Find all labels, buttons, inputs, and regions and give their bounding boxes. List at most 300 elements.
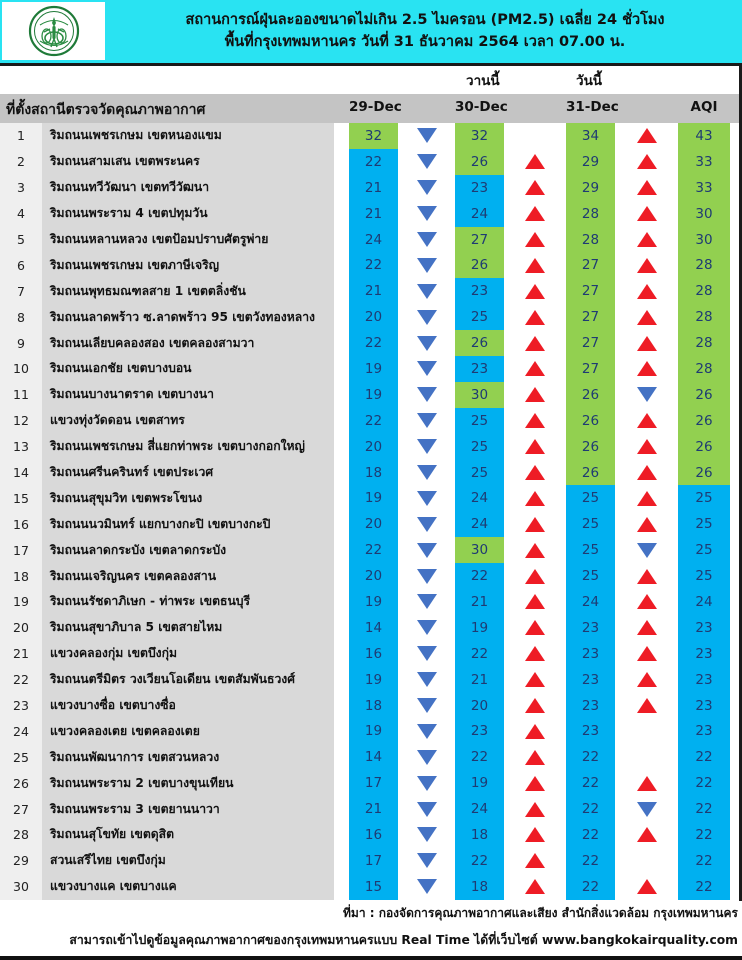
table-row xyxy=(0,511,742,537)
value-aqi: 28 xyxy=(678,330,730,356)
trend-arrow-29-to-30 xyxy=(398,123,455,149)
trend-arrow-30-to-31 xyxy=(504,201,566,227)
trend-arrow-29-to-30 xyxy=(398,796,455,822)
value-30dec: 21 xyxy=(455,667,504,693)
value-30dec: 24 xyxy=(455,485,504,511)
trend-arrow-30-to-31 xyxy=(504,563,566,589)
row-number: 11 xyxy=(0,382,42,408)
station-name: ริมถนนศรีนครินทร์ เขตประเวศ xyxy=(42,460,334,486)
column-header-station: ที่ตั้งสถานีตรวจวัดคุณภาพอากาศ xyxy=(6,102,206,118)
trend-arrow-29-to-30 xyxy=(398,848,455,874)
trend-up-arrow-icon xyxy=(637,154,657,169)
trend-arrow-30-to-31 xyxy=(504,537,566,563)
value-aqi: 22 xyxy=(678,848,730,874)
value-aqi: 28 xyxy=(678,356,730,382)
trend-down-arrow-icon xyxy=(417,232,437,247)
trend-down-arrow-icon xyxy=(417,776,437,791)
value-30dec: 26 xyxy=(455,252,504,278)
value-aqi: 22 xyxy=(678,770,730,796)
column-gutter xyxy=(334,123,349,149)
trend-up-arrow-icon xyxy=(637,517,657,532)
value-30dec: 26 xyxy=(455,149,504,175)
trend-up-arrow-icon xyxy=(525,413,545,428)
row-number: 5 xyxy=(0,227,42,253)
row-number: 20 xyxy=(0,615,42,641)
column-gutter xyxy=(334,874,349,900)
value-aqi: 22 xyxy=(678,744,730,770)
value-aqi: 28 xyxy=(678,304,730,330)
table-row xyxy=(0,149,742,175)
value-29dec: 21 xyxy=(349,796,398,822)
row-number: 4 xyxy=(0,201,42,227)
value-31dec: 22 xyxy=(566,874,615,900)
column-gutter xyxy=(334,718,349,744)
trend-down-arrow-icon xyxy=(417,310,437,325)
station-name: แขวงคลองกุ่ม เขตบึงกุ่ม xyxy=(42,641,334,667)
trend-arrow-30-to-31 xyxy=(504,693,566,719)
trend-up-arrow-icon xyxy=(525,879,545,894)
footer-website-note: สามารถเข้าไปดูข้อมูลคุณภาพอากาศของกรุงเทพมหานครแบบ Real Time ได้ที่เว็บไซต์ www.bangkokairquality.com xyxy=(69,933,738,947)
row-number: 28 xyxy=(0,822,42,848)
value-31dec: 22 xyxy=(566,796,615,822)
station-name: ริมถนนเอกชัย เขตบางบอน xyxy=(42,356,334,382)
trend-down-arrow-icon xyxy=(417,387,437,402)
trend-arrow-30-to-31 xyxy=(504,667,566,693)
trend-arrow-30-to-31 xyxy=(504,227,566,253)
row-number: 27 xyxy=(0,796,42,822)
trend-up-arrow-icon xyxy=(525,439,545,454)
trend-arrow-aqi xyxy=(615,693,678,719)
row-number: 8 xyxy=(0,304,42,330)
station-name: ริมถนนหลานหลวง เขตป้อมปราบศัตรูพ่าย xyxy=(42,227,334,253)
trend-down-arrow-icon xyxy=(637,387,657,402)
value-30dec: 32 xyxy=(455,123,504,149)
trend-arrow-29-to-30 xyxy=(398,356,455,382)
value-30dec: 30 xyxy=(455,537,504,563)
trend-arrow-aqi xyxy=(615,667,678,693)
value-29dec: 16 xyxy=(349,641,398,667)
value-29dec: 20 xyxy=(349,434,398,460)
trend-arrow-aqi xyxy=(615,796,678,822)
subheader-today-label: วันนี้ xyxy=(576,73,603,89)
trend-arrow-aqi xyxy=(615,408,678,434)
trend-down-arrow-icon xyxy=(417,827,437,842)
trend-arrow-30-to-31 xyxy=(504,304,566,330)
value-31dec: 22 xyxy=(566,848,615,874)
station-name: ริมถนนเพชรเกษม เขตหนองแขม xyxy=(42,123,334,149)
trend-arrow-30-to-31 xyxy=(504,356,566,382)
table-row xyxy=(0,330,742,356)
trend-arrow-29-to-30 xyxy=(398,408,455,434)
column-gutter xyxy=(334,485,349,511)
trend-arrow-29-to-30 xyxy=(398,382,455,408)
table-row xyxy=(0,460,742,486)
value-30dec: 30 xyxy=(455,382,504,408)
trend-up-arrow-icon xyxy=(525,258,545,273)
value-30dec: 23 xyxy=(455,175,504,201)
value-31dec: 23 xyxy=(566,641,615,667)
column-gutter xyxy=(334,511,349,537)
header-banner xyxy=(0,0,742,63)
table-row xyxy=(0,718,742,744)
value-31dec: 27 xyxy=(566,252,615,278)
column-gutter xyxy=(334,434,349,460)
value-31dec: 23 xyxy=(566,718,615,744)
value-30dec: 27 xyxy=(455,227,504,253)
trend-down-arrow-icon xyxy=(417,517,437,532)
trend-arrow-30-to-31 xyxy=(504,744,566,770)
value-31dec: 22 xyxy=(566,770,615,796)
column-gutter xyxy=(334,667,349,693)
value-29dec: 14 xyxy=(349,615,398,641)
value-aqi: 26 xyxy=(678,460,730,486)
trend-arrow-29-to-30 xyxy=(398,201,455,227)
trend-down-arrow-icon xyxy=(417,672,437,687)
station-name: ริมถนนลาดกระบัง เขตลาดกระบัง xyxy=(42,537,334,563)
trend-up-arrow-icon xyxy=(525,387,545,402)
value-31dec: 23 xyxy=(566,615,615,641)
value-aqi: 30 xyxy=(678,201,730,227)
value-29dec: 22 xyxy=(349,537,398,563)
column-gutter xyxy=(334,149,349,175)
row-number: 17 xyxy=(0,537,42,563)
trend-arrow-29-to-30 xyxy=(398,641,455,667)
trend-up-arrow-icon xyxy=(637,879,657,894)
trend-arrow-29-to-30 xyxy=(398,822,455,848)
value-aqi: 22 xyxy=(678,796,730,822)
trend-arrow-aqi xyxy=(615,718,678,744)
trend-arrow-29-to-30 xyxy=(398,278,455,304)
trend-down-arrow-icon xyxy=(417,439,437,454)
station-name: ริมถนนเพชรเกษม สี่แยกท่าพระ เขตบางกอกใหญ่ xyxy=(42,434,334,460)
station-name: ริมถนนพระราม 3 เขตยานนาวา xyxy=(42,796,334,822)
station-name: ริมถนนสามเสน เขตพระนคร xyxy=(42,149,334,175)
trend-up-arrow-icon xyxy=(525,750,545,765)
value-31dec: 25 xyxy=(566,563,615,589)
trend-up-arrow-icon xyxy=(637,336,657,351)
value-29dec: 14 xyxy=(349,744,398,770)
row-number: 22 xyxy=(0,667,42,693)
value-aqi: 23 xyxy=(678,718,730,744)
row-number: 12 xyxy=(0,408,42,434)
value-aqi: 43 xyxy=(678,123,730,149)
column-gutter xyxy=(334,744,349,770)
trend-arrow-30-to-31 xyxy=(504,382,566,408)
trend-up-arrow-icon xyxy=(525,543,545,558)
station-name: ริมถนนสุโขทัย เขตดุสิต xyxy=(42,822,334,848)
trend-down-arrow-icon xyxy=(417,646,437,661)
table-row xyxy=(0,175,742,201)
trend-down-arrow-icon xyxy=(417,336,437,351)
trend-up-arrow-icon xyxy=(525,206,545,221)
value-29dec: 18 xyxy=(349,460,398,486)
trend-down-arrow-icon xyxy=(417,180,437,195)
trend-up-arrow-icon xyxy=(525,620,545,635)
value-aqi: 23 xyxy=(678,693,730,719)
trend-up-arrow-icon xyxy=(637,698,657,713)
trend-arrow-aqi xyxy=(615,330,678,356)
value-31dec: 23 xyxy=(566,693,615,719)
trend-arrow-29-to-30 xyxy=(398,304,455,330)
station-name: ริมถนนพุทธมณฑลสาย 1 เขตตลิ่งชัน xyxy=(42,278,334,304)
trend-arrow-30-to-31 xyxy=(504,874,566,900)
table-row xyxy=(0,537,742,563)
value-aqi: 25 xyxy=(678,563,730,589)
station-name: ริมถนนเลียบคลองสอง เขตคลองสามวา xyxy=(42,330,334,356)
trend-arrow-30-to-31 xyxy=(504,149,566,175)
station-name: ริมถนนตรีมิตร วงเวียนโอเดียน เขตสัมพันธวงศ์ xyxy=(42,667,334,693)
value-30dec: 25 xyxy=(455,460,504,486)
value-29dec: 24 xyxy=(349,227,398,253)
station-table-body xyxy=(0,123,742,901)
column-gutter xyxy=(334,796,349,822)
trend-arrow-30-to-31 xyxy=(504,796,566,822)
trend-arrow-29-to-30 xyxy=(398,744,455,770)
trend-up-arrow-icon xyxy=(637,672,657,687)
trend-down-arrow-icon xyxy=(417,361,437,376)
trend-up-arrow-icon xyxy=(525,180,545,195)
trend-arrow-aqi xyxy=(615,123,678,149)
trend-arrow-30-to-31 xyxy=(504,615,566,641)
trend-up-arrow-icon xyxy=(637,594,657,609)
value-aqi: 22 xyxy=(678,822,730,848)
station-name: แขวงบางซื่อ เขตบางซื่อ xyxy=(42,693,334,719)
column-gutter xyxy=(334,252,349,278)
table-row xyxy=(0,641,742,667)
trend-down-arrow-icon xyxy=(417,413,437,428)
value-30dec: 22 xyxy=(455,848,504,874)
trend-arrow-29-to-30 xyxy=(398,667,455,693)
column-gutter xyxy=(334,304,349,330)
trend-arrow-29-to-30 xyxy=(398,227,455,253)
column-header-row xyxy=(0,94,742,123)
value-30dec: 18 xyxy=(455,874,504,900)
trend-up-arrow-icon xyxy=(525,361,545,376)
value-31dec: 27 xyxy=(566,356,615,382)
column-header-date3: 31-Dec xyxy=(566,99,619,115)
value-31dec: 22 xyxy=(566,744,615,770)
trend-arrow-30-to-31 xyxy=(504,511,566,537)
table-row xyxy=(0,201,742,227)
bangkok-seal-icon xyxy=(26,5,82,57)
footer-divider xyxy=(0,956,742,960)
trend-arrow-29-to-30 xyxy=(398,485,455,511)
trend-arrow-30-to-31 xyxy=(504,848,566,874)
row-number: 21 xyxy=(0,641,42,667)
trend-arrow-29-to-30 xyxy=(398,718,455,744)
station-name: ริมถนนนวมินทร์ แยกบางกะปิ เขตบางกะปิ xyxy=(42,511,334,537)
trend-down-arrow-icon xyxy=(417,154,437,169)
table-row xyxy=(0,667,742,693)
trend-arrow-29-to-30 xyxy=(398,175,455,201)
trend-up-arrow-icon xyxy=(525,646,545,661)
value-aqi: 26 xyxy=(678,382,730,408)
column-gutter xyxy=(334,201,349,227)
trend-arrow-30-to-31 xyxy=(504,330,566,356)
station-name: ริมถนนพระราม 4 เขตปทุมวัน xyxy=(42,201,334,227)
trend-down-arrow-icon xyxy=(417,569,437,584)
trend-arrow-29-to-30 xyxy=(398,460,455,486)
column-gutter xyxy=(334,615,349,641)
banner-title-line2: พื้นที่กรุงเทพมหานคร วันที่ 31 ธันวาคม 2564 เวลา 07.00 น. xyxy=(224,34,626,50)
value-29dec: 17 xyxy=(349,770,398,796)
trend-arrow-29-to-30 xyxy=(398,149,455,175)
row-number: 24 xyxy=(0,718,42,744)
trend-down-arrow-icon xyxy=(417,284,437,299)
value-31dec: 27 xyxy=(566,304,615,330)
value-29dec: 18 xyxy=(349,693,398,719)
column-gutter xyxy=(334,693,349,719)
trend-arrow-29-to-30 xyxy=(398,693,455,719)
trend-down-arrow-icon xyxy=(417,543,437,558)
value-30dec: 23 xyxy=(455,718,504,744)
station-name: ริมถนนพระราม 2 เขตบางขุนเทียน xyxy=(42,770,334,796)
value-31dec: 25 xyxy=(566,511,615,537)
table-row xyxy=(0,848,742,874)
station-name: ริมถนนรัชดาภิเษก - ท่าพระ เขตธนบุรี xyxy=(42,589,334,615)
row-number: 18 xyxy=(0,563,42,589)
trend-arrow-aqi xyxy=(615,356,678,382)
trend-arrow-aqi xyxy=(615,770,678,796)
trend-up-arrow-icon xyxy=(525,853,545,868)
row-number: 25 xyxy=(0,744,42,770)
trend-arrow-30-to-31 xyxy=(504,175,566,201)
value-30dec: 25 xyxy=(455,304,504,330)
value-29dec: 21 xyxy=(349,175,398,201)
trend-down-arrow-icon xyxy=(417,206,437,221)
value-aqi: 26 xyxy=(678,434,730,460)
value-30dec: 23 xyxy=(455,278,504,304)
value-30dec: 23 xyxy=(455,356,504,382)
value-31dec: 29 xyxy=(566,149,615,175)
value-aqi: 23 xyxy=(678,615,730,641)
trend-down-arrow-icon xyxy=(637,802,657,817)
value-29dec: 22 xyxy=(349,408,398,434)
value-31dec: 28 xyxy=(566,227,615,253)
trend-arrow-aqi xyxy=(615,252,678,278)
trend-up-arrow-icon xyxy=(637,827,657,842)
trend-up-arrow-icon xyxy=(525,776,545,791)
trend-arrow-29-to-30 xyxy=(398,874,455,900)
trend-up-arrow-icon xyxy=(637,128,657,143)
value-29dec: 17 xyxy=(349,848,398,874)
trend-arrow-29-to-30 xyxy=(398,330,455,356)
column-header-date2: 30-Dec xyxy=(455,99,508,115)
value-31dec: 26 xyxy=(566,434,615,460)
value-aqi: 30 xyxy=(678,227,730,253)
table-row xyxy=(0,382,742,408)
trend-down-arrow-icon xyxy=(417,128,437,143)
subheader-yesterday-label: วานนี้ xyxy=(466,73,500,89)
table-row xyxy=(0,123,742,149)
station-name: ริมถนนเพชรเกษม เขตภาษีเจริญ xyxy=(42,252,334,278)
station-name: ริมถนนทวีวัฒนา เขตทวีวัฒนา xyxy=(42,175,334,201)
trend-up-arrow-icon xyxy=(525,698,545,713)
trend-up-arrow-icon xyxy=(525,802,545,817)
trend-arrow-aqi xyxy=(615,227,678,253)
station-name: ริมถนนพัฒนาการ เขตสวนหลวง xyxy=(42,744,334,770)
table-row xyxy=(0,693,742,719)
table-row xyxy=(0,227,742,253)
trend-arrow-aqi xyxy=(615,511,678,537)
value-31dec: 27 xyxy=(566,278,615,304)
value-aqi: 23 xyxy=(678,641,730,667)
table-row xyxy=(0,278,742,304)
trend-up-arrow-icon xyxy=(525,336,545,351)
value-31dec: 23 xyxy=(566,667,615,693)
trend-arrow-29-to-30 xyxy=(398,252,455,278)
trend-arrow-30-to-31 xyxy=(504,641,566,667)
trend-arrow-30-to-31 xyxy=(504,589,566,615)
trend-arrow-aqi xyxy=(615,589,678,615)
trend-arrow-aqi xyxy=(615,874,678,900)
value-29dec: 21 xyxy=(349,278,398,304)
trend-arrow-30-to-31 xyxy=(504,460,566,486)
trend-down-arrow-icon xyxy=(417,258,437,273)
column-gutter xyxy=(334,589,349,615)
trend-down-arrow-icon xyxy=(417,620,437,635)
value-31dec: 25 xyxy=(566,537,615,563)
value-29dec: 32 xyxy=(349,123,398,149)
trend-down-arrow-icon xyxy=(417,879,437,894)
table-row xyxy=(0,434,742,460)
column-gutter xyxy=(334,770,349,796)
row-number: 9 xyxy=(0,330,42,356)
trend-arrow-aqi xyxy=(615,149,678,175)
value-29dec: 19 xyxy=(349,485,398,511)
column-gutter xyxy=(334,382,349,408)
trend-arrow-aqi xyxy=(615,278,678,304)
value-aqi: 24 xyxy=(678,589,730,615)
trend-down-arrow-icon xyxy=(417,594,437,609)
trend-arrow-30-to-31 xyxy=(504,718,566,744)
trend-up-arrow-icon xyxy=(525,232,545,247)
row-number: 15 xyxy=(0,485,42,511)
station-name: ริมถนนสุขุมวิท เขตพระโขนง xyxy=(42,485,334,511)
value-30dec: 20 xyxy=(455,693,504,719)
table-row xyxy=(0,563,742,589)
row-number: 2 xyxy=(0,149,42,175)
trend-up-arrow-icon xyxy=(525,284,545,299)
value-30dec: 22 xyxy=(455,563,504,589)
trend-up-arrow-icon xyxy=(525,310,545,325)
trend-arrow-30-to-31 xyxy=(504,408,566,434)
column-gutter xyxy=(334,848,349,874)
trend-down-arrow-icon xyxy=(417,750,437,765)
value-30dec: 22 xyxy=(455,744,504,770)
row-number: 19 xyxy=(0,589,42,615)
table-row xyxy=(0,356,742,382)
value-31dec: 26 xyxy=(566,408,615,434)
trend-arrow-30-to-31 xyxy=(504,278,566,304)
value-31dec: 34 xyxy=(566,123,615,149)
trend-down-arrow-icon xyxy=(417,698,437,713)
column-gutter xyxy=(334,278,349,304)
trend-up-arrow-icon xyxy=(637,258,657,273)
value-aqi: 28 xyxy=(678,278,730,304)
row-number: 10 xyxy=(0,356,42,382)
station-name: ริมถนนสุขาภิบาล 5 เขตสายไหม xyxy=(42,615,334,641)
subheader-row xyxy=(0,66,742,94)
value-29dec: 22 xyxy=(349,252,398,278)
trend-down-arrow-icon xyxy=(417,802,437,817)
table-row xyxy=(0,615,742,641)
row-number: 16 xyxy=(0,511,42,537)
trend-up-arrow-icon xyxy=(525,594,545,609)
trend-arrow-29-to-30 xyxy=(398,615,455,641)
column-gutter xyxy=(334,408,349,434)
trend-up-arrow-icon xyxy=(525,569,545,584)
